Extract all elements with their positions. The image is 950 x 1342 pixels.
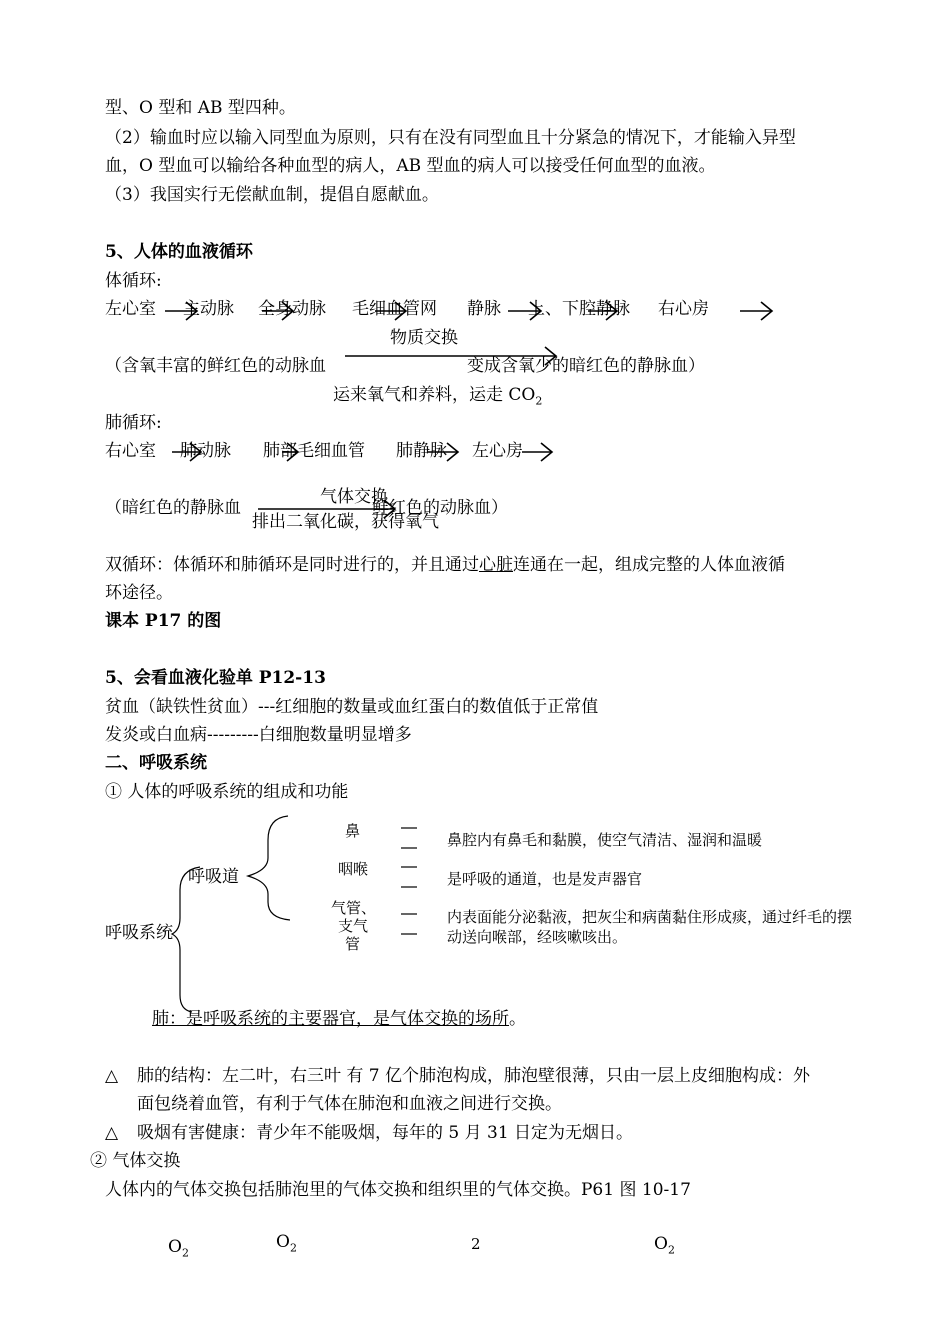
arrow-icon (508, 302, 541, 320)
transfusion-principle-line2: 血，O 型血可以输给各种血型的病人，AB 型血的病人可以接受任何血型的血液。 (105, 156, 716, 176)
co2-subscript: 2 (535, 394, 543, 408)
donation-policy: （3）我国实行无偿献血制，提倡自愿献血。 (105, 185, 439, 205)
arrow-icon (172, 443, 201, 461)
respiratory-subheading-1: ① 人体的呼吸系统的组成和功能 (105, 782, 349, 802)
material-exchange-label: 物质交换 (390, 328, 458, 348)
arrow-icon (375, 302, 406, 320)
systemic-step: 上、下腔静脉 (528, 299, 630, 319)
anemia-line: 贫血（缺铁性贫血）---红细胞的数量或血红蛋白的数值低于正常值 (105, 697, 599, 717)
brace-icon (248, 816, 290, 920)
systemic-step: 全身动脉 (258, 299, 326, 319)
gas-exchange-text: 人体内的气体交换包括肺泡里的气体交换和组织里的气体交换。P61 图 10-17 (105, 1180, 691, 1200)
o2-label: $O_2$ (654, 1234, 675, 1257)
respiratory-system-label: 呼吸系统 (105, 923, 173, 943)
inflammation-line: 发炎或白血病---------白细胞数量明显增多 (105, 725, 412, 745)
organ-pharynx: 咽喉 (338, 860, 369, 878)
organ-pharynx-desc: 是呼吸的通道，也是发声器官 (447, 870, 643, 888)
double-circulation-line1: 双循环：体循环和肺循环是同时进行的，并且通过心脏连通在一起，组成完整的人体血液循 (105, 555, 785, 575)
organ-trachea-line3: 管 (345, 935, 361, 953)
blood-test-heading: 5、会看血液化验单 P12-13 (105, 668, 326, 688)
systemic-arterial-blood: （含氧丰富的鲜红色的动脉血 (105, 356, 326, 376)
lung-structure-line2: 面包绕着血管，有利于气体在肺泡和血液之间进行交换。 (137, 1094, 562, 1114)
respiratory-subheading-2: ② 气体交换 (90, 1151, 181, 1171)
bullet-icon: △ (105, 1066, 119, 1086)
organ-trachea-desc: 内表面能分泌黏液，把灰尘和病菌黏住形成痰，通过纤毛的摆 (447, 908, 853, 926)
systemic-step: 静脉 (467, 299, 501, 319)
systemic-step: 毛细血管网 (352, 299, 437, 319)
arrow-icon (740, 302, 772, 320)
o2-label: $O_2$ (168, 1237, 189, 1260)
systemic-venous-blood: 变成含氧少的暗红色的静脉血） (467, 356, 705, 376)
arrow-icon (165, 302, 197, 320)
respiratory-heading: 二、呼吸系统 (105, 753, 207, 773)
pulmonary-step: 肺部毛细血管 (263, 441, 365, 461)
textbook-reference: 课本 P17 的图 (105, 611, 222, 631)
systemic-step: 左心室 (105, 299, 156, 319)
arrow-icon (428, 443, 458, 461)
page-number: 2 (471, 1235, 481, 1253)
double-circulation-line2: 环途径。 (105, 583, 173, 603)
exchange-arrow-icon (345, 347, 556, 365)
pulmonary-step: 肺动脉 (180, 441, 231, 461)
heart-term: 心脏 (479, 555, 513, 575)
gas-exchange-label: 气体交换 (320, 487, 388, 507)
organ-trachea-line2: 支气 (338, 917, 369, 935)
lung-structure-line1: 肺的结构：左二叶，右三叶 有 7 亿个肺泡构成，肺泡壁很薄，只由一层上皮细胞构成：外 (137, 1066, 811, 1086)
exchange-arrow-icon (258, 500, 395, 518)
pulmonary-step: 左心房 (472, 441, 523, 461)
circulation-heading: 5、人体的血液循环 (105, 242, 253, 262)
pulmonary-step: 肺静脉 (396, 441, 447, 461)
pulmonary-arterial-blood: 鲜红色的动脉血） (372, 498, 508, 518)
pulmonary-step: 右心室 (105, 441, 156, 461)
arrow-icon (588, 302, 617, 320)
bullet-icon: △ (105, 1123, 119, 1143)
systemic-step: 主动脉 (183, 299, 234, 319)
transfusion-principle-line1: （2）输血时应以输入同型血为原则，只有在没有同型血且十分紧急的情况下，才能输入异型 (105, 128, 796, 148)
pulmonary-label: 肺循环: (105, 413, 162, 433)
systemic-step: 右心房 (658, 299, 709, 319)
lung-description: 肺：是呼吸系统的主要器官，是气体交换的场所。 (152, 1009, 526, 1029)
systemic-label: 体循环: (105, 271, 162, 291)
arrow-icon (522, 443, 552, 461)
arrow-icon (282, 443, 298, 461)
brace-icon (172, 867, 200, 1012)
blood-type-line: 型、O 型和 AB 型四种。 (105, 98, 296, 118)
respiratory-tract-label: 呼吸道 (188, 867, 239, 887)
organ-nose-desc: 鼻腔内有鼻毛和黏膜，使空气清洁、湿润和温暖 (447, 831, 763, 849)
systemic-exchange-note: 运来氧气和养料，运走 $CO_2$ (333, 385, 543, 408)
o2-label: $O_2$ (276, 1232, 297, 1255)
organ-nose: 鼻 (345, 822, 361, 840)
organ-trachea-desc-cont: 动送向喉部，经咳嗽咳出。 (447, 928, 628, 946)
pulmonary-exchange-note: 排出二氧化碳，获得氧气 (252, 512, 439, 532)
arrow-icon (262, 302, 293, 320)
smoking-note: 吸烟有害健康：青少年不能吸烟，每年的 5 月 31 日定为无烟日。 (137, 1123, 634, 1143)
pulmonary-venous-blood: （暗红色的静脉血 (105, 498, 241, 518)
organ-trachea-line1: 气管、 (331, 899, 377, 917)
